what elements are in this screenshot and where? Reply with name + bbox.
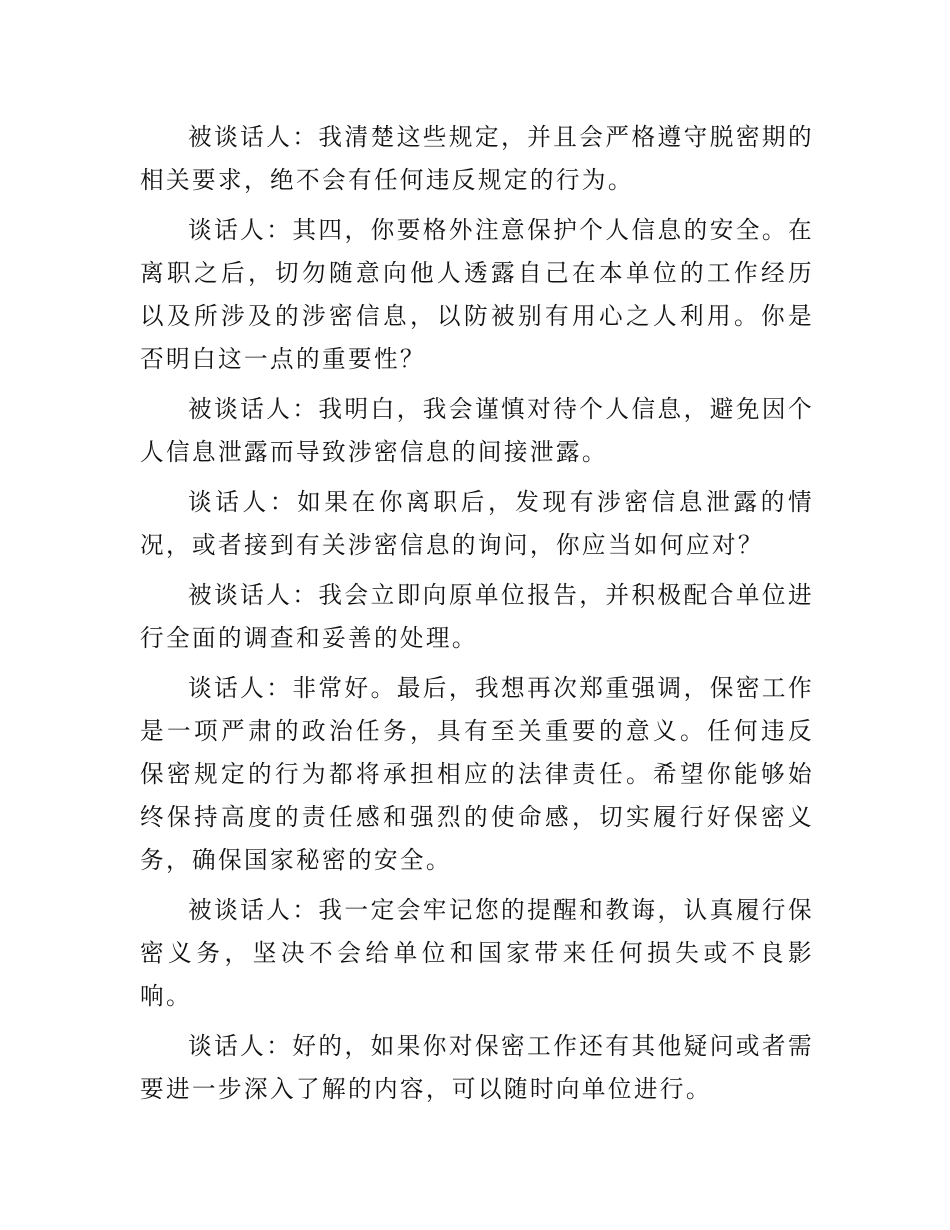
paragraph-interviewee-3: 被谈话人：我会立即向原单位报告，并积极配合单位进行全面的调查和妥善的处理。 — [140, 581, 814, 652]
paragraph-interviewer-1: 谈话人：其四，你要格外注意保护个人信息的安全。在离职之后，切勿随意向他人透露自己在本单位的工作经历以及所涉及的涉密信息，以防被别有用心之人利用。你是否明白这一点的重要性？ — [140, 216, 814, 373]
document-body — [140, 116, 814, 1118]
paragraph-interviewee-4: 被谈话人：我一定会牢记您的提醒和教诲，认真履行保密义务，坚决不会给单位和国家带来任何损失或不良影响。 — [140, 896, 814, 1010]
paragraph-interviewer-3: 谈话人：非常好。最后，我想再次郑重强调，保密工作是一项严肃的政治任务，具有至关重要的意义。任何违反保密规定的行为都将承担相应的法律责任。希望你能够始终保持高度的责任感和强烈的使命感，切实履行好保密义务，确保国家秘密的安全。 — [140, 674, 814, 874]
paragraph-interviewee-2: 被谈话人：我明白，我会谨慎对待个人信息，避免因个人信息泄露而导致涉密信息的间接泄露。 — [140, 395, 814, 466]
paragraph-interviewee-1: 被谈话人：我清楚这些规定，并且会严格遵守脱密期的相关要求，绝不会有任何违反规定的行为。 — [140, 123, 814, 194]
paragraph-interviewer-2: 谈话人：如果在你离职后，发现有涉密信息泄露的情况，或者接到有关涉密信息的询问，你应当如何应对？ — [140, 488, 814, 559]
paragraph-interviewer-4: 谈话人：好的，如果你对保密工作还有其他疑问或者需要进一步深入了解的内容，可以随时向单位进行。 — [140, 1032, 814, 1103]
